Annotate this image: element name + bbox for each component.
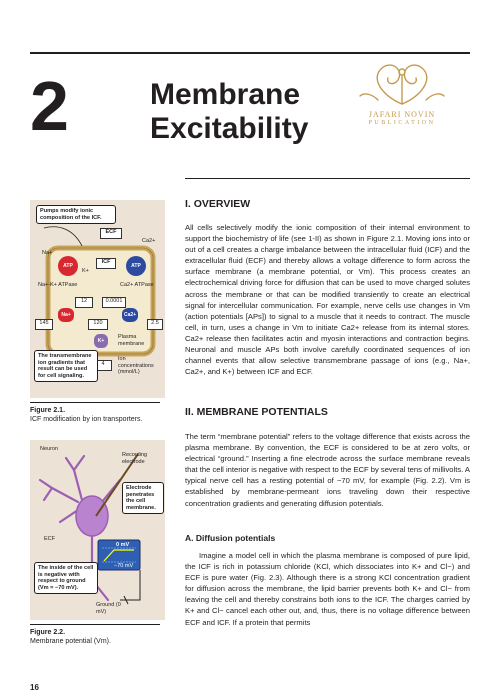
chapter-number: 2 (30, 67, 69, 145)
ion-concentration-label: Ion concentrations (mmol/L) (118, 356, 154, 375)
figure-2-2-caption-title: Figure 2.2. (30, 629, 66, 636)
figure-2-2-caption (30, 628, 170, 646)
overview-paragraph: All cells selectively modify the ionic composition of their internal environment to support the biochemistry of life (see 1-II) as shown in Figure 2.1. Moving ions into or out of a cell creates a charge imbalance between the intracellular fluid (ICF) and the extracellular fluid (ECF) and thereby allows a voltage difference to form across the surface membrane (a membrane potential, or Vm). This process creates an electrochemical driving force for diffusion that can be used to move charged solutes across the membrane or that can be modified transiently to create an electrical signal for intercellular communication. For example, nerve cells use changes in Vm (action potentials [APs]) to signal to a muscle that it needs to contract. The muscle cell, in turn, uses a change in Vm to initiate Ca2+ release from its internal stores. Ca2+ release then facilitates actin and myosin interactions and contraction begins. Neuronal and muscle APs both involve carefully coordinated sequences of ion channel events that allow selective transmembrane passage of ions (e.g., Na+, Ca2+, and K+) between ICF and ECF. (185, 223, 470, 377)
k-ion-label: K+ (82, 268, 89, 274)
overview-heading: I. OVERVIEW (185, 198, 251, 210)
neuron-label: Neuron (40, 446, 59, 452)
figure-2-1-caption (30, 406, 170, 424)
chapter-title (150, 78, 308, 146)
potentials-heading: II. MEMBRANE POTENTIALS (185, 406, 328, 418)
value-4: 4 (94, 360, 112, 371)
k-circle-icon: K+ (94, 334, 108, 348)
na-circle-icon: Na+ (58, 308, 74, 322)
plasma-membrane-label: Plasma membrane (118, 334, 145, 347)
figure-2-1-caption-text: ICF modification by ion transporters. (30, 416, 143, 423)
na-ion-label: Na+ (42, 250, 53, 256)
meter-zero-label: 0 mV (116, 542, 130, 548)
caption-rule-1 (30, 402, 160, 403)
ground-label: Ground (0 mV) (96, 602, 121, 615)
caption-rule-2 (30, 624, 160, 625)
page-number: 16 (30, 683, 39, 692)
value-0001: 0.0001 (102, 297, 126, 308)
figure-2-1 (30, 200, 165, 398)
figure-2-1-caption-title: Figure 2.1. (30, 407, 66, 414)
note-inside-negative: The inside of the cell is negative with respect to ground (Vm = −70 mV). (34, 562, 98, 594)
ca-ion-label: Ca2+ (142, 238, 156, 244)
logo-text-sub: PUBLICATION (368, 120, 436, 126)
na-k-pump-icon: ATP (58, 256, 78, 276)
diffusion-paragraph: Imagine a model cell in which the plasma membrane is composed of pure lipid, the ICF is rich in potassium chloride (KCl, which dissociates into K+ and Cl−) and ECF is pure water (Fig. 2.3). Although there is a strong KCl concentration gradient for diffusion across the membrane, the lipid barrier prevents both K+ and Cl− from leaving the cell and thereby constrains both ions to the ICF. The charges carried by K+ and Cl− cancel each other out, and, thus, there is no voltage difference between ECF and ICF. If a protein that permits (185, 551, 470, 627)
chapter-title-line2: Excitability (150, 112, 309, 145)
potentials-paragraph: The term “membrane potential” refers to the voltage difference that exists across the plasma membrane. By convention, the ECF is considered to be at zero volts, or electrical “ground.” Inserting a fine electrode across the surface membrane reveals that the cell interior is negative with respect to the ECF by several tens of millivolts. A typical nerve cell has a resting potential of −70 mV, for example (Fig. 2.2). Vm is established by membrane-permeant ions traveling down their respective concentration gradients and generating diffusion potentials. (185, 432, 470, 508)
note-electrode: Electrode penetrates the cell membrane. (122, 482, 164, 514)
section-rule (185, 178, 470, 179)
na-k-atpase-label: Na+-K+ ATPase (38, 282, 78, 288)
figure-2-2-caption-text: Membrane potential (Vm). (30, 638, 111, 645)
note-gradients: The transmembrane ion gradients that result can be used for cell signaling. (34, 350, 98, 382)
figure-2-2 (30, 440, 165, 620)
ca-pump-icon: ATP (126, 256, 146, 276)
ca-atpase-label: Ca2+ ATPase (120, 282, 154, 288)
ca-circle-icon: Ca2+ (122, 308, 138, 322)
chapter-title-line1: Membrane (150, 78, 301, 111)
meter-minus70-label: −70 mV (114, 563, 134, 569)
note-pumps: Pumps modify ionic composition of the ICF. (36, 205, 116, 224)
ecf-label-2: ECF (44, 536, 55, 542)
diffusion-heading: A. Diffusion potentials (185, 533, 276, 543)
top-rule (30, 52, 470, 54)
recording-electrode-label: Recording electrode (122, 452, 148, 465)
value-25: 2.5 (147, 319, 163, 330)
logo-text-name: JAFARI NOVIN (368, 110, 436, 119)
value-145: 145 (35, 319, 53, 330)
ecf-label: ECF (100, 228, 122, 239)
value-12: 12 (75, 297, 93, 308)
value-120: 120 (88, 319, 108, 330)
icf-label: ICF (96, 258, 116, 269)
